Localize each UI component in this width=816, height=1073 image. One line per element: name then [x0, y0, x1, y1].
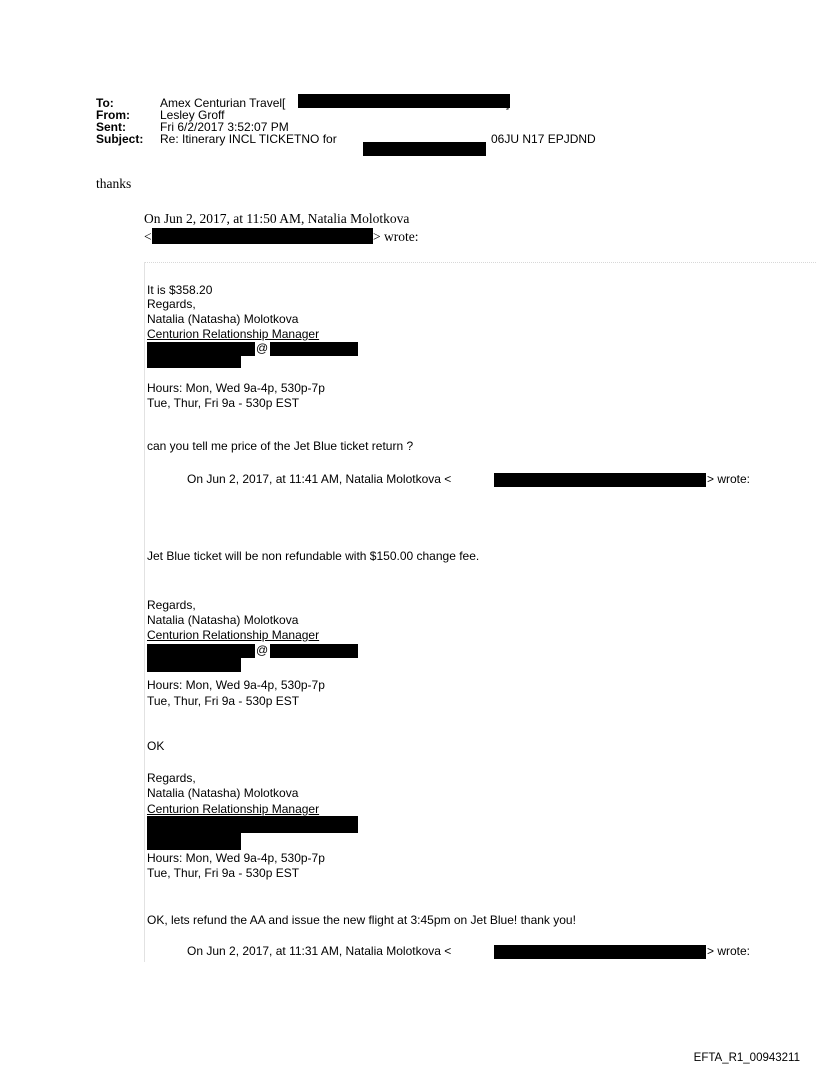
to-label: To:	[96, 96, 114, 110]
document-id: EFTA_R1_00943211	[693, 1052, 800, 1064]
redaction-block	[147, 816, 358, 833]
redaction-block	[270, 644, 358, 658]
redaction-block	[152, 228, 373, 244]
msg3-name: Natalia (Natasha) Molotkova	[147, 613, 299, 627]
redaction-block	[270, 342, 358, 356]
msg1-line: It is $358.20	[147, 283, 213, 297]
msg3-regards: Regards,	[147, 598, 196, 612]
redaction-block	[147, 342, 255, 356]
msg1-hours1: Hours: Mon, Wed 9a-4p, 530p-7p	[147, 381, 325, 395]
msg3-line: Jet Blue ticket will be non refundable with $150.00 change fee.	[147, 549, 480, 563]
msg1-regards: Regards,	[147, 297, 196, 311]
sent-label: Sent:	[96, 120, 126, 134]
subject-label: Subject:	[96, 132, 144, 146]
msg1-hours2: Tue, Thur, Fri 9a - 530p EST	[147, 396, 300, 410]
to-end: ]	[506, 96, 510, 110]
redaction-block	[147, 833, 241, 850]
quote-intro-open: <	[144, 229, 152, 244]
msg1-title: Centurion Relationship Manager	[147, 327, 320, 341]
to-value: Amex Centurian Travel[	[160, 96, 286, 110]
redaction-block	[147, 356, 241, 368]
redaction-block	[494, 945, 706, 959]
msg4-name: Natalia (Natasha) Molotkova	[147, 786, 299, 800]
msg2-quote-tail: > wrote:	[707, 472, 751, 486]
quote-divider	[144, 262, 816, 263]
redaction-block	[298, 94, 510, 108]
msg3-title: Centurion Relationship Manager	[147, 628, 320, 642]
msg5-quote-head: On Jun 2, 2017, at 11:31 AM, Natalia Molotkova <	[187, 944, 452, 958]
msg5-line: OK, lets refund the AA and issue the new flight at 3:45pm on Jet Blue! thank you!	[147, 913, 576, 927]
subject-tail: 06JU N17 EPJDND	[491, 132, 596, 146]
msg1-at: @	[256, 341, 269, 355]
msg4-ok: OK	[147, 739, 165, 753]
msg3-at: @	[256, 643, 269, 657]
redaction-block	[147, 658, 241, 672]
msg4-hours1: Hours: Mon, Wed 9a-4p, 530p-7p	[147, 851, 325, 865]
msg4-regards: Regards,	[147, 771, 196, 785]
quote-bar	[144, 262, 145, 962]
quote-intro-line: On Jun 2, 2017, at 11:50 AM, Natalia Molotkova	[144, 211, 410, 226]
redaction-block	[494, 473, 706, 487]
msg3-hours1: Hours: Mon, Wed 9a-4p, 530p-7p	[147, 678, 325, 692]
msg2-question: can you tell me price of the Jet Blue ticket return ?	[147, 439, 414, 453]
redaction-block	[363, 142, 486, 156]
redaction-block	[147, 644, 255, 658]
from-value: Lesley Groff	[160, 108, 225, 122]
msg4-hours2: Tue, Thur, Fri 9a - 530p EST	[147, 866, 300, 880]
sent-value: Fri 6/2/2017 3:52:07 PM	[160, 120, 289, 134]
reply-text: thanks	[96, 176, 132, 191]
msg2-quote-head: On Jun 2, 2017, at 11:41 AM, Natalia Molotkova <	[187, 472, 452, 486]
msg4-title: Centurion Relationship Manager	[147, 802, 320, 816]
msg1-name: Natalia (Natasha) Molotkova	[147, 312, 299, 326]
subject-value: Re: Itinerary INCL TICKETNO for	[160, 132, 337, 146]
quote-intro-close: > wrote:	[373, 229, 419, 244]
from-label: From:	[96, 108, 130, 122]
msg3-hours2: Tue, Thur, Fri 9a - 530p EST	[147, 694, 300, 708]
msg5-quote-tail: > wrote:	[707, 944, 751, 958]
